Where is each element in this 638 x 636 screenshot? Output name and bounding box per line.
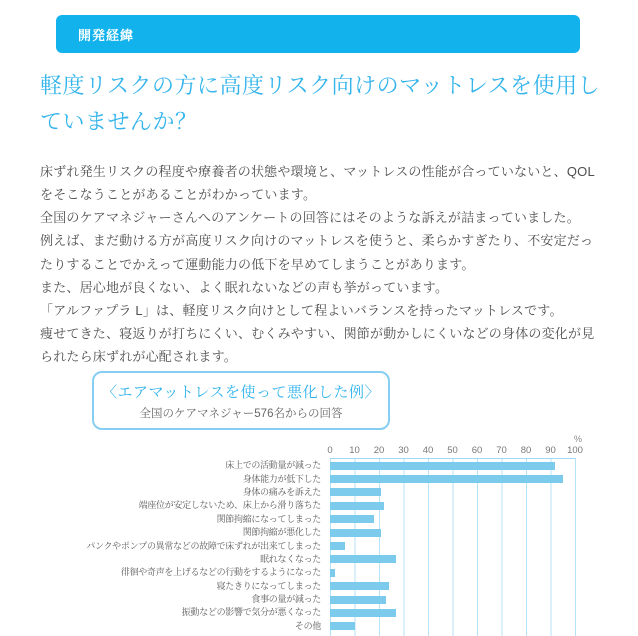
plot-area <box>330 458 576 636</box>
page-title: 軽度リスクの方に高度リスク向けのマットレスを使用していませんか？ <box>40 73 601 134</box>
body-paragraph: 痩せてきた、寝返りが打ちにくい、むくみやすい、関節が動かしにくいなどの身体の変化が見られたら床ずれが心配されます。 <box>40 325 595 364</box>
body-paragraph: 「アルファプラ L」は、軽度リスク向けとして程よいバランスを持ったマットレスです。 <box>40 302 563 318</box>
bar-row <box>330 553 575 566</box>
category-label: 眠れなくなった <box>260 553 321 564</box>
category-labels <box>0 458 325 632</box>
axis-tick: 60 <box>471 445 483 456</box>
bar <box>330 515 374 523</box>
body-text <box>40 160 606 368</box>
category-label: 身体能力が低下した <box>242 473 321 484</box>
bar-row <box>330 593 575 606</box>
bar-row <box>330 472 575 485</box>
axis-tick: 20 <box>373 445 385 456</box>
body-paragraph: また、居心地が良くない、よく眠れないなどの声も挙がっています。 <box>40 279 449 295</box>
bar <box>330 542 345 550</box>
axis-tick: 90 <box>545 445 556 456</box>
chart-caption-title: 〈エアマットレスを使って悪化した例〉 <box>102 383 380 401</box>
bar-row <box>330 606 575 619</box>
bar-row <box>330 620 575 633</box>
category-label: 食事の量が減った <box>251 594 321 605</box>
category-label: 端座位が安定しないため、床上から滑り落ちた <box>138 500 321 511</box>
category-label: その他 <box>294 620 321 631</box>
axis-tick: 100 <box>567 445 583 456</box>
section-header-bar <box>56 15 580 53</box>
bar <box>330 609 396 617</box>
axis-unit-label: % <box>573 434 583 444</box>
bar-row <box>330 513 575 526</box>
category-label: 身体の痛みを訴えた <box>242 486 321 497</box>
axis-tick: 30 <box>398 445 409 456</box>
body-paragraph: 床ずれ発生リスクの程度や療養者の状態や環境と、マットレスの性能が合っていないと、QOLをそこなうことがあることがわかっています。 <box>40 164 595 203</box>
axis-tick: 0 <box>327 445 333 456</box>
category-label: パンクやポンプの異常などの故障で床ずれが出来てしまった <box>86 540 321 551</box>
survey-bar-chart <box>0 434 638 635</box>
bar-row <box>330 459 575 472</box>
bar-row <box>330 539 575 552</box>
bar-row <box>330 499 575 512</box>
bar <box>330 622 355 630</box>
section-header-label: 開発経緯 <box>78 27 135 43</box>
bar <box>330 555 396 563</box>
bar <box>330 596 386 604</box>
axis-tick: 50 <box>447 445 458 456</box>
chart-caption-subtitle: 全国のケアマネジャー576名からの回答 <box>139 407 343 420</box>
body-paragraph: 例えば、まだ動ける方が高度リスク向けのマットレスを使うと、柔らかすぎたり、不安定だったりすることでかえって運動能力の低下を早めてしまうことがあります。 <box>40 233 594 272</box>
bar <box>330 569 335 577</box>
bar-row <box>330 566 575 579</box>
category-label: 振動などの影響で気分が悪くなった <box>181 607 321 618</box>
chart-caption-box <box>92 371 390 430</box>
category-label: 徘徊や奇声を上げるなどの行動をするようになった <box>120 567 321 578</box>
axis-tick: 10 <box>349 445 360 456</box>
bar-row <box>330 580 575 593</box>
axis-tick: 80 <box>520 445 532 456</box>
bar-row <box>330 486 575 499</box>
category-label: 関節拘縮が悪化した <box>242 527 321 538</box>
axis-tick: 40 <box>422 445 434 456</box>
bar-row <box>330 526 575 539</box>
bar <box>330 462 555 470</box>
category-label: 関節拘縮になってしまった <box>216 513 321 524</box>
bar <box>330 475 563 483</box>
category-label: 寝たきりになってしまった <box>216 580 321 591</box>
bar <box>330 582 389 590</box>
category-label: 床上での活動量が減った <box>225 460 321 471</box>
bar <box>330 502 384 510</box>
bar <box>330 529 381 537</box>
body-paragraph: 全国のケアマネジャーさんへのアンケートの回答にはそのような訴えが詰まっていました。 <box>40 210 580 226</box>
axis-tick: 70 <box>496 445 507 456</box>
bar <box>330 488 381 496</box>
